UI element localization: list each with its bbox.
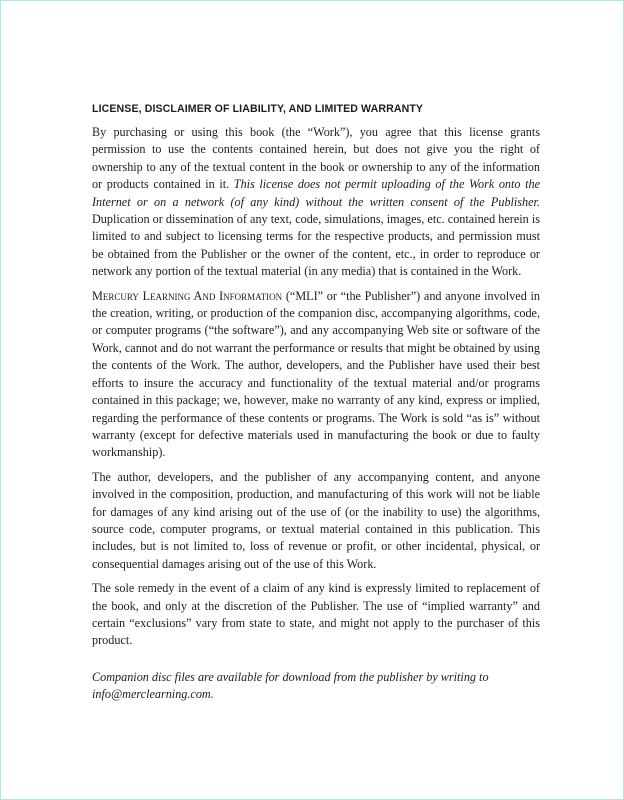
paragraph-license-grant-italic: This license does not permit uploading of the Work onto the Internet or on a network (of any kind) without the written consent of the Publisher. xyxy=(92,177,540,209)
section-heading: LICENSE, DISCLAIMER OF LIABILITY, AND LIMITED WARRANTY xyxy=(92,103,424,115)
paragraph-license-grant-text: By purchasing or using this book (the “Work”), you agree that this license grants permission to use the contents contained herein, but does not give you the right of ownership to any of the textual content in the book or ownership to any of the information or products contained in it. xyxy=(92,125,540,192)
paragraph-liability: The author, developers, and the publisher of any accompanying content, and anyone involved in the composition, production, and manufacturing of this work will not be liable for damages of any kind arising out of the use of (or the inability to use) the algorithms, source code, computer programs, or textual material contained in this publication. This includes, but is not limited to, loss of revenue or profit, or other incidental, physical, or consequential damages arising out of the use of this Work. xyxy=(92,469,540,571)
paragraph-disclaimer-text: (“MLI” or “the Publisher”) and anyone involved in the creation, writing, or production of the companion disc, accompanying algorithms, code, or computer programs (“the software”), and any accompanying Web site or software of the Work, cannot and do not warrant the performance or results that might be obtained by using the contents of the Work. The author, developers, and the Publisher have used their best efforts to insure the accuracy and functionality of the textual material and/or programs contained in this package; we, however, make no warranty of any kind, express or implied, regarding the performance of these contents or programs. The Work is sold “as is” without warranty (except for defective materials used in manufacturing the book or due to faulty workmanship). xyxy=(92,288,540,460)
companion-disc-note: Companion disc files are available for download from the publisher by writing to info@merclearning.com. xyxy=(92,669,489,702)
paragraph-remedy: The sole remedy in the event of a claim of any kind is expressly limited to replacement of the book, and only at the discretion of the Publisher. The use of “implied warranty” and certain “exclusions” vary from state to state, and might not apply to the purchaser of this product. xyxy=(92,581,540,648)
license-section xyxy=(92,102,540,704)
paragraph-disclaimer xyxy=(92,288,540,462)
paragraph-license-grant-text-end: Duplication or dissemination of any text, code, simulations, images, etc. contained herein is limited to and subject to licensing terms for the respective products, and permission must be obtained from the Publisher or the owner of the content, etc., in order to reproduce or network any portion of the textual material (in any media) that is contained in the Work. xyxy=(92,212,540,279)
publisher-name: Mercury Learning And Information xyxy=(92,288,283,303)
paragraph-license-grant xyxy=(92,124,540,281)
